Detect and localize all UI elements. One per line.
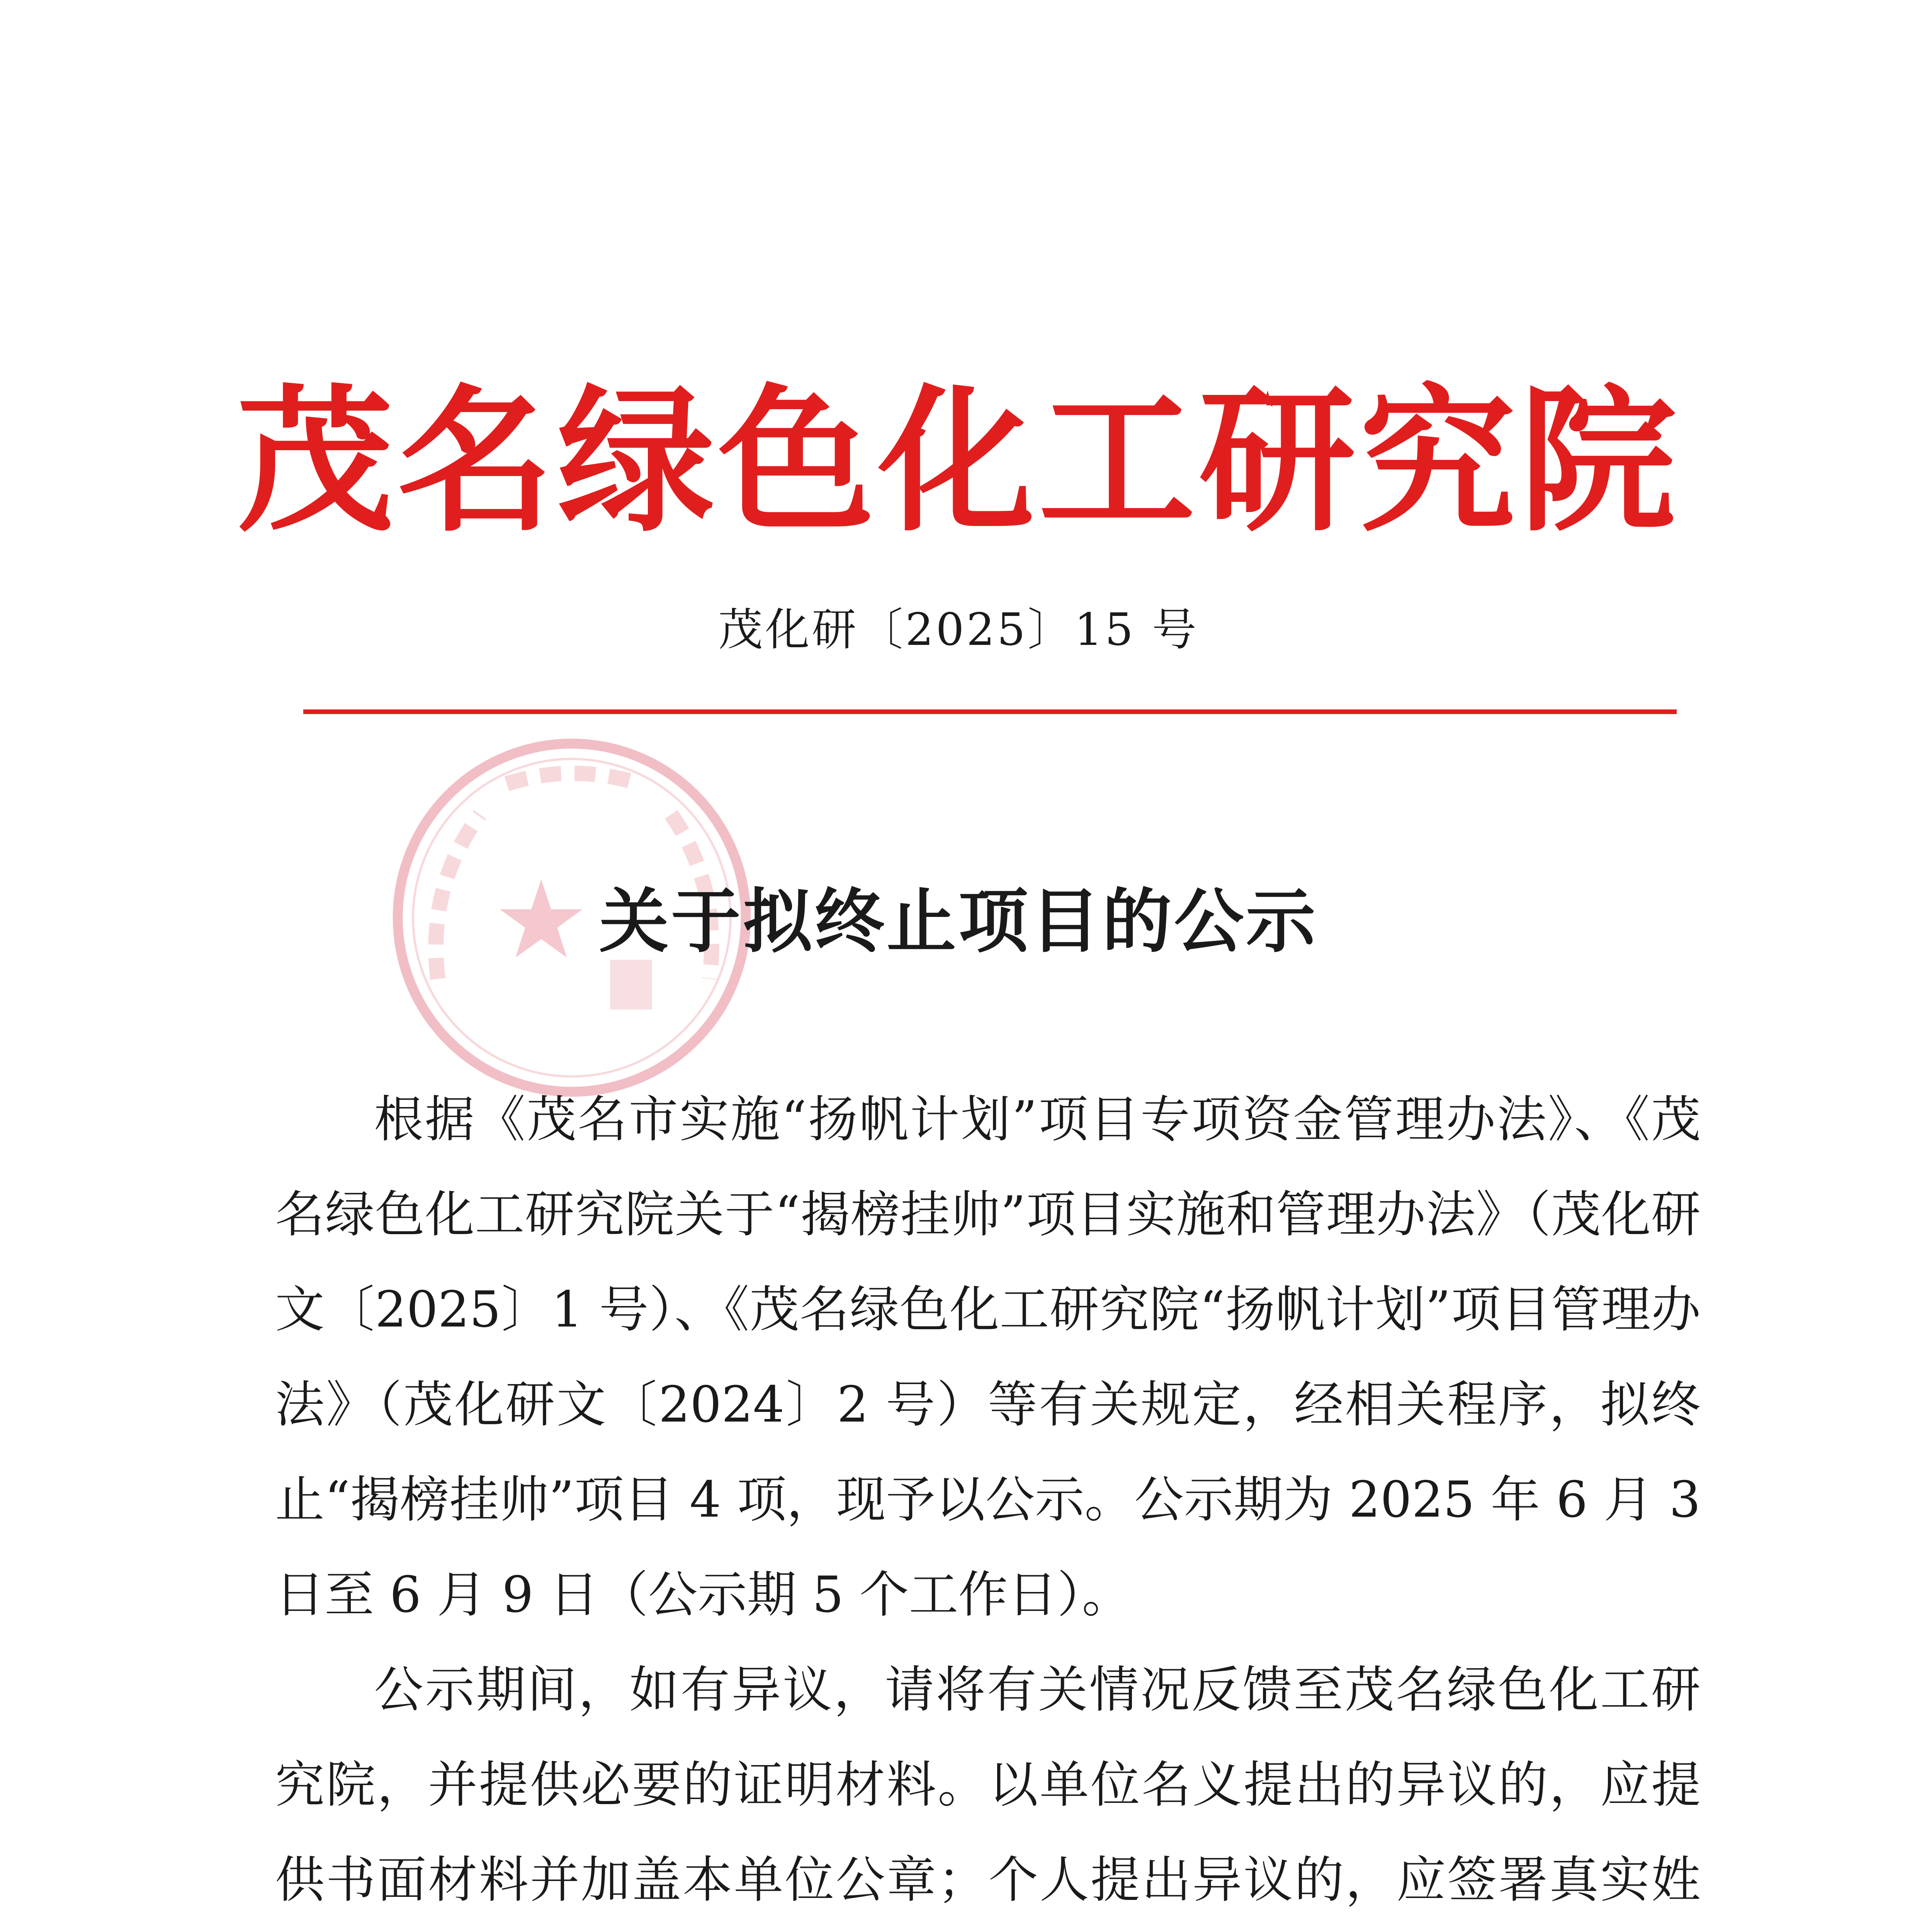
document-number: 茂化研〔2025〕15 号 [718,604,1199,656]
header-divider [303,709,1677,714]
body-paragraph-objection: 公示期间，如有异议，请将有关情况反馈至茂名绿色化工研究院，并提供必要的证明材料。以单位名义提出的异议的，应提供书面材料并加盖本单位公章；个人提出异议的，应签署真实姓 [275,1661,1701,1909]
notice-title: 关于拟终止项目的公示 [599,881,1318,962]
organization-header: 茂名绿色化工研究院 [237,371,1680,553]
notice-body [275,1072,1701,1932]
body-paragraph-basis: 根据《茂名市实施“扬帆计划”项目专项资金管理办法》、《茂名绿色化工研究院关于“揭榜挂帅”项目实施和管理办法》（茂化研文〔2025〕1 号）、《茂名绿色化工研究院“扬帆计划”项目管理办法》（茂化研文〔2024〕2 号）等有关规定，经相关程序，拟终止“揭榜挂帅”项目 4 项，现予以公示。公示期为 2025 年 6 月 3 日至 6 月 9 日（公示期 5 个工作日）。 [275,1091,1701,1624]
